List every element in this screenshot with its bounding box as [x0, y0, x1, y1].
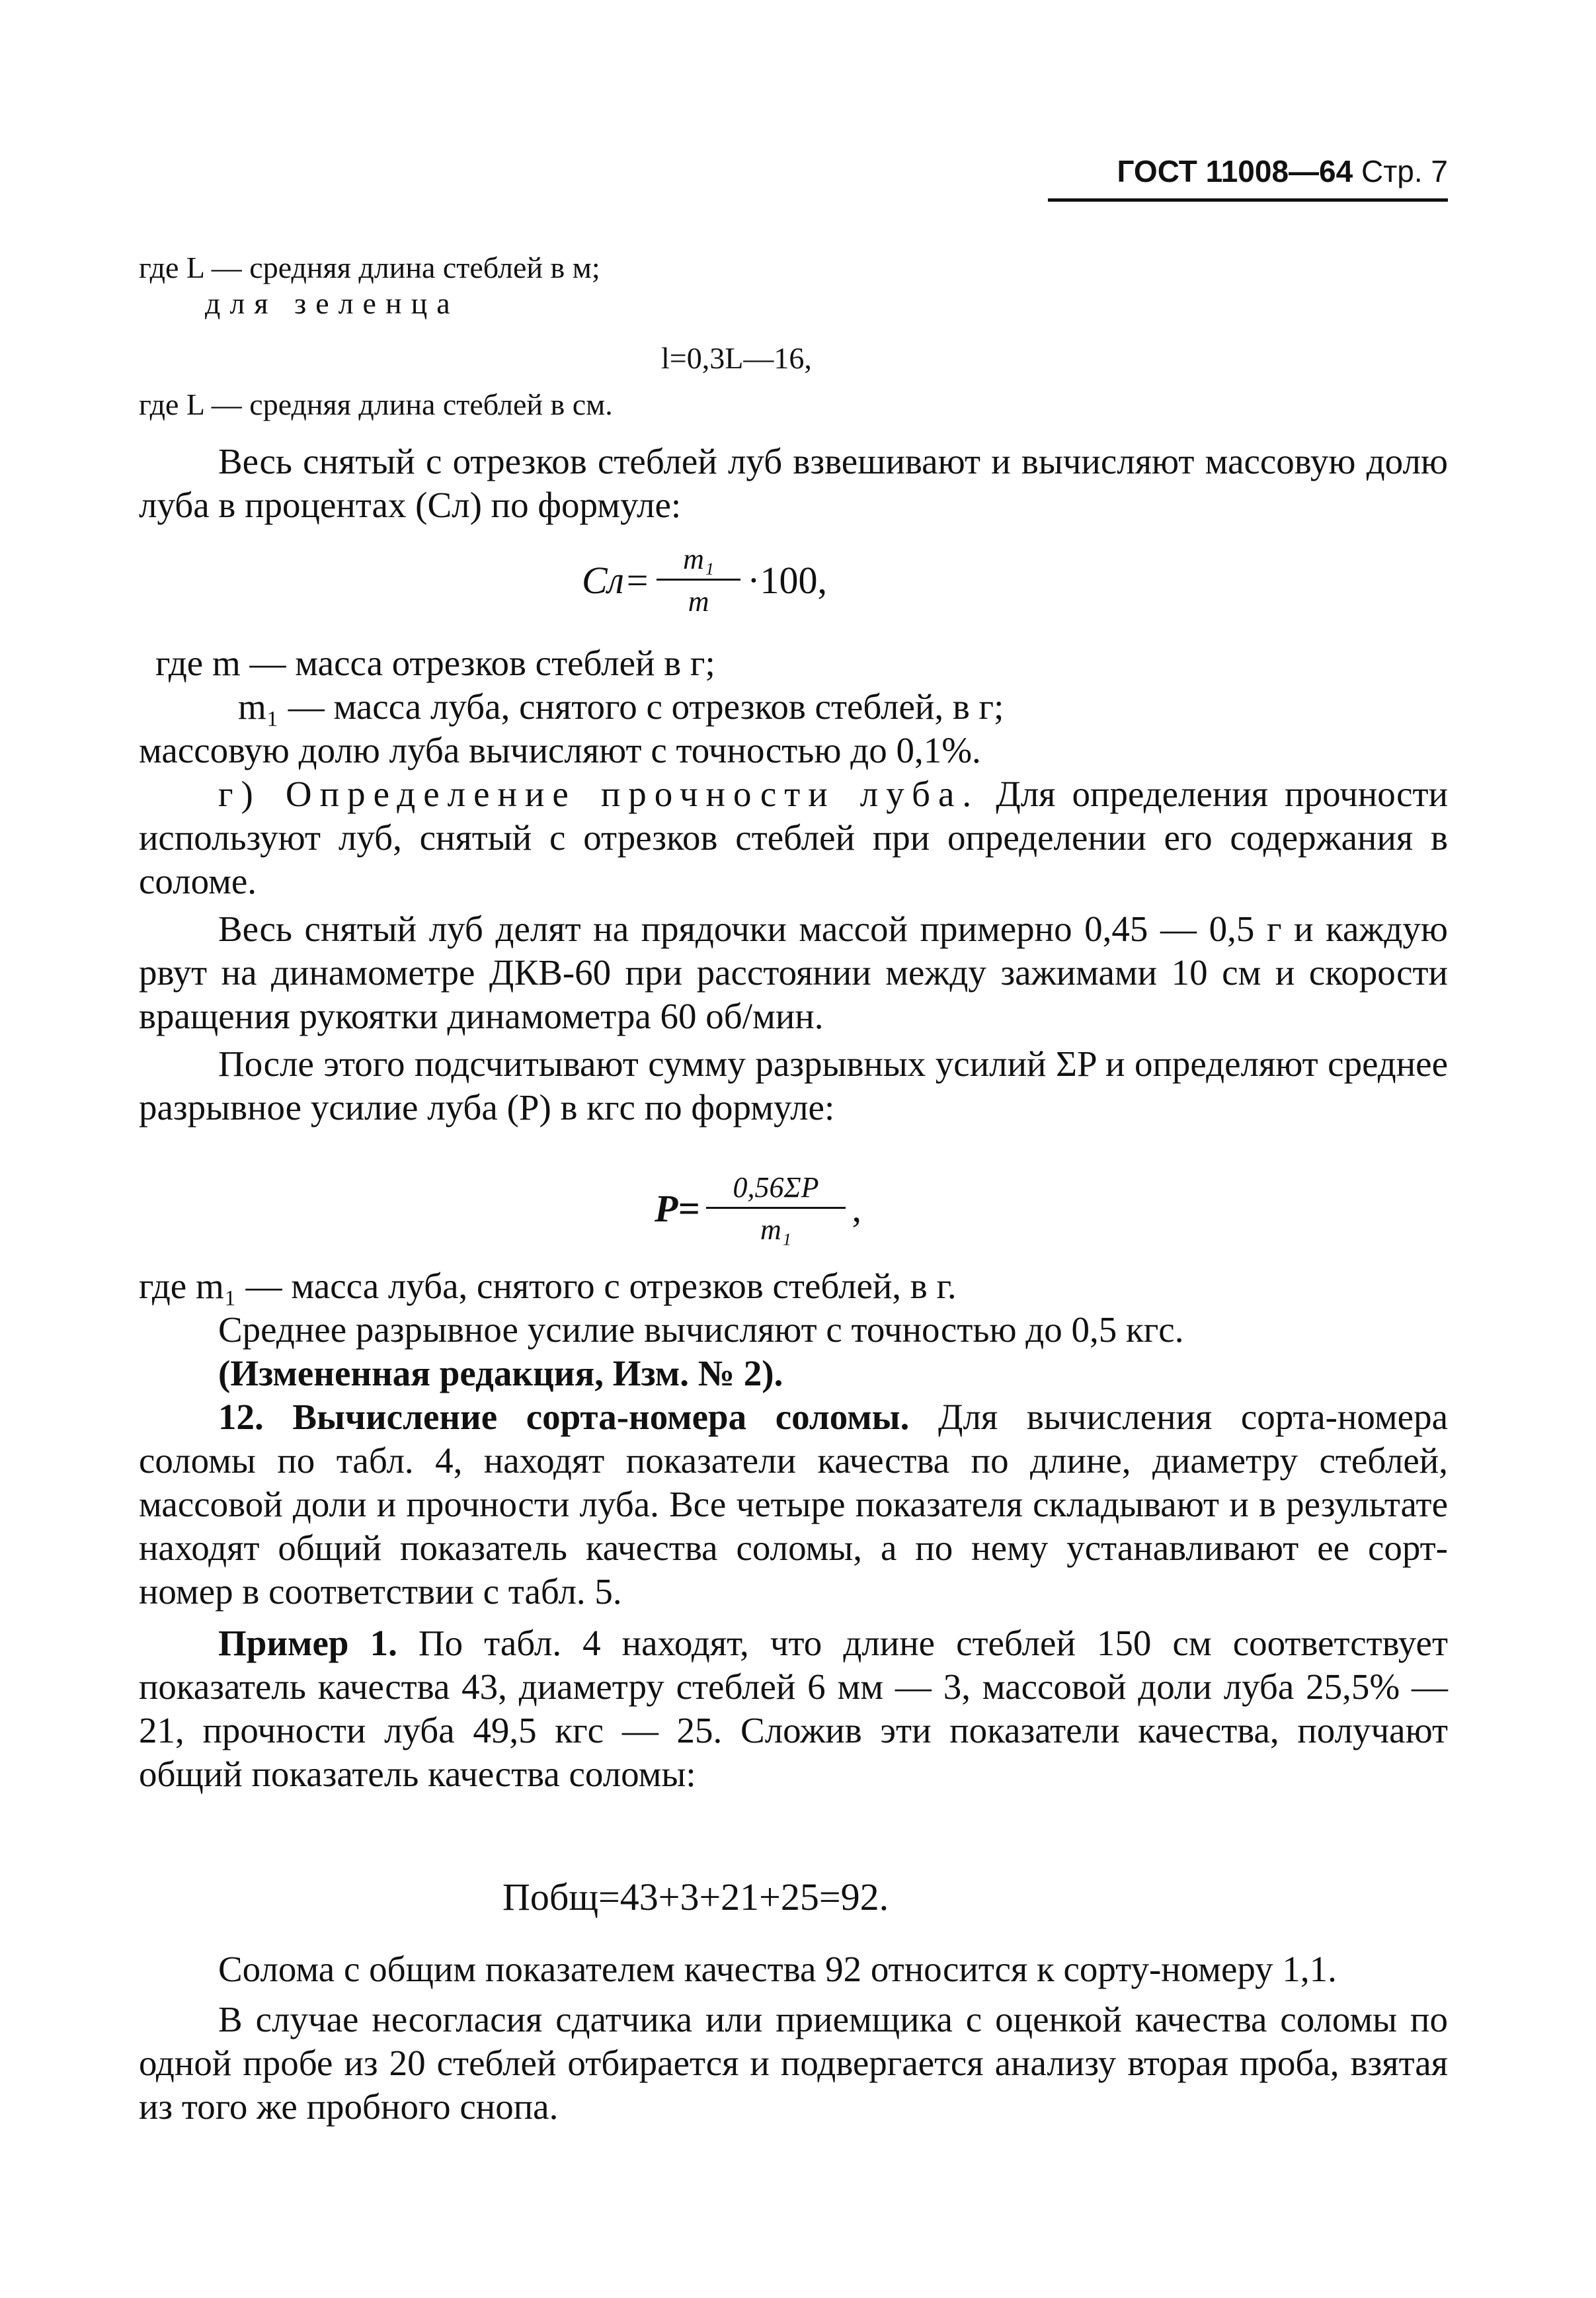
formula-breaking-force: [655, 1170, 861, 1247]
section-heading: 12. Вычисление сорта-номера соломы.: [218, 1397, 910, 1437]
formula-length: l=0,3L—16,: [661, 341, 812, 375]
formula-fraction: [657, 542, 740, 618]
definition-line: где m₁ — масса луба, снятого с отрезков стеблей, в г.: [139, 1266, 957, 1306]
formula-denominator: m: [688, 585, 709, 618]
formula-bast-share: [582, 542, 827, 618]
formula-fraction: [706, 1170, 845, 1247]
formula-total-index: [502, 1875, 889, 1919]
definition-line: m₁ — масса луба, снятого с отрезков стеблей, в г;: [238, 686, 1004, 727]
formula-numerator: m₁: [683, 543, 715, 575]
paragraph-text: После этого подсчитывают сумму разрывных усилий ΣP и определяют среднее разрывное усилие луба (P) в кгс по формуле:: [139, 1044, 1448, 1128]
formula-denominator: m₁: [760, 1213, 792, 1246]
subheading-spaced: для зеленца: [205, 286, 459, 320]
document-code: ГОСТ 11008—64: [1117, 154, 1353, 188]
paragraph-block: [139, 1948, 1448, 2129]
paragraph-block: [139, 772, 1448, 1129]
formula-rhs: ,: [852, 1187, 862, 1230]
formula-total: Побщ=43+3+21+25=92.: [502, 1875, 889, 1918]
definitions-list: [139, 641, 1448, 772]
paragraph-text: Для определения прочности используют луб, снятый с отрезков стеблей при определении его содержания в соломе.: [139, 774, 1448, 901]
paragraph-text: Среднее разрывное усилие вычисляют с точностью до 0,5 кгс.: [218, 1309, 1184, 1350]
formula-lhs: Cл=: [582, 559, 651, 602]
formula-numerator: 0,56ΣP: [733, 1171, 819, 1204]
paragraph-text: По табл. 4 находят, что длине стеблей 150 см соответствует показатель качества 43, диаметру стеблей 6 мм — 3, массовой доли луба 25,5% — 21, прочности луба 49,5 кгс — 25. Сложив эти показатели качества, получают общий показатель качества соломы:: [139, 1623, 1448, 1794]
definition-line: где L — средняя длина стеблей в м;: [139, 251, 600, 284]
definition-line: где m — масса отрезков стеблей в г;: [155, 643, 715, 683]
amendment-note: (Измененная редакция, Изм. № 2).: [218, 1353, 783, 1393]
paragraph-text: Солома с общим показателем качества 92 относится к сорту-номеру 1,1.: [218, 1949, 1337, 1989]
section-heading-spaced: г) Определение прочности луба.: [218, 774, 980, 814]
paragraph-text: В случае несогласия сдатчика или приемщика с оценкой качества соломы по одной пробе из 20 стеблей отбирается и подвергается анализу вторая проба, взятая из того же пробного снопа.: [139, 1999, 1448, 2127]
example-heading: Пример 1.: [218, 1623, 397, 1663]
page-number: Стр. 7: [1361, 154, 1448, 188]
formula-rhs: ·100,: [747, 559, 828, 602]
paragraph: [139, 440, 1448, 527]
formula-lhs: P=: [655, 1187, 700, 1230]
paragraph-block: [139, 1264, 1448, 1796]
paragraph-text: Весь снятый с отрезков стеблей луб взвешивают и вычисляют массовую долю луба в процентах (Cл) по формуле:: [139, 441, 1448, 525]
paragraph-text: Для вычисления сорта-номера соломы по табл. 4, находят показатели качества по длине, диаметру стеблей, массовой доли и прочности луба. Все четыре показателя складывают и в результате находят общий показатель качества соломы, а по нему устанавливают ее сорт-номер в соответствии с табл. 5.: [139, 1397, 1448, 1612]
header-rule: [1048, 198, 1448, 202]
paragraph-text: Весь снятый луб делят на прядочки массой примерно 0,45 — 0,5 г и каждую рвут на динамометре ДКВ-60 при расстоянии между зажимами 10 см и скорости вращения рукоятки динамометра 60 об/мин.: [139, 909, 1448, 1036]
definition-line: где L — средняя длина стеблей в см.: [139, 388, 613, 421]
page-header: [1045, 153, 1448, 189]
definition-line: массовую долю луба вычисляют с точностью до 0,1%.: [139, 730, 981, 770]
